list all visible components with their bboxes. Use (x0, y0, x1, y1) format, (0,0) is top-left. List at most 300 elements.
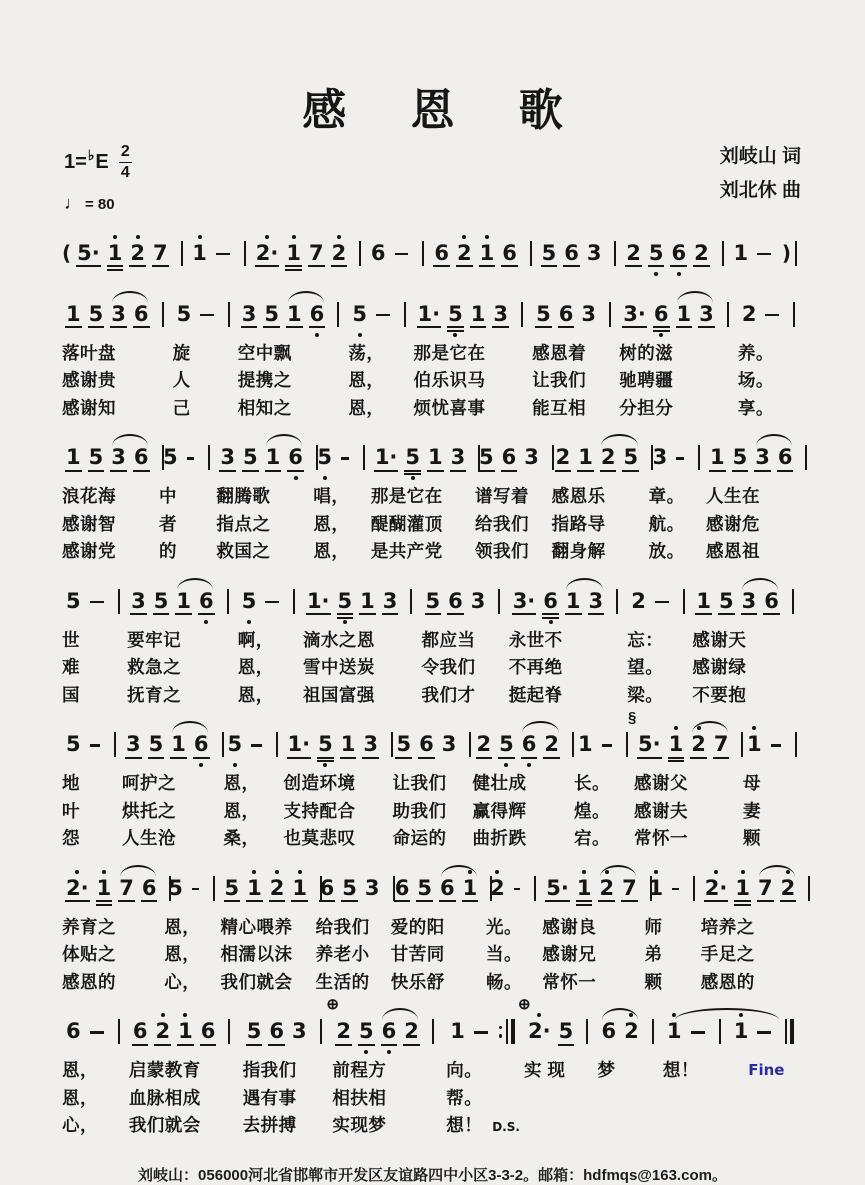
lyric-line: 恩， (62, 1087, 98, 1108)
beam-line (676, 326, 693, 328)
lyric-line: 感谢夫 (634, 800, 688, 821)
beam-line (382, 613, 399, 615)
beam-line (512, 613, 537, 615)
beam-line (170, 757, 187, 759)
lyric-line (524, 1112, 597, 1140)
lyric-line: 想！ D.S. (446, 1115, 520, 1136)
notation-row (392, 715, 472, 770)
notation-row (622, 224, 729, 279)
lyric-line: 相知之 (237, 397, 292, 418)
lyric-line: 恩， (348, 397, 385, 418)
measure (430, 224, 537, 279)
notation-row (538, 224, 623, 279)
note: 6 (431, 243, 452, 264)
beam-line (637, 757, 662, 759)
measure (62, 715, 122, 853)
composer-credit: 刘北休 曲 (719, 180, 801, 202)
note: 5 (620, 447, 641, 468)
note: 6 (519, 734, 540, 755)
lyric-line: 唱， (313, 486, 350, 507)
barline (360, 445, 365, 470)
note: 3 (291, 1019, 307, 1044)
note: 2 (596, 878, 617, 899)
notation-row (252, 224, 367, 279)
measure (663, 1002, 730, 1140)
beam-line (291, 900, 308, 902)
beam-line (543, 757, 560, 759)
note: 2 (474, 734, 495, 755)
note: 6 (198, 1021, 219, 1042)
duration-dash (248, 734, 264, 755)
lyric-line: 忘： (627, 629, 664, 650)
lyric-line: 感恩的 (62, 971, 116, 992)
lyric-line: 恩， (348, 370, 385, 391)
barline (527, 241, 532, 266)
notation-row (552, 428, 649, 483)
notation-row (188, 224, 251, 279)
notation-row (173, 285, 238, 340)
octave-dot-below (677, 272, 681, 276)
lyric-line: 那是它在 (413, 342, 486, 363)
beam-line (241, 326, 258, 328)
lyric-line: 让我们 (392, 773, 447, 794)
note: 5 (86, 304, 107, 325)
note: 1 (744, 734, 765, 755)
key-letter: E (95, 150, 109, 173)
octave-dot-below (247, 620, 251, 624)
lyric-line: 弟 (644, 944, 663, 965)
lyric-line: 地 (62, 773, 80, 794)
note: 1 (574, 878, 595, 899)
note: 1 (666, 734, 687, 755)
lyric-line: 甘苦同 (390, 944, 445, 965)
note: 6 (499, 447, 520, 468)
note: 6 (266, 1021, 287, 1042)
beam-line (306, 613, 331, 615)
octave-dot-above (75, 870, 79, 874)
notation-row (627, 572, 692, 627)
beam-line (625, 265, 642, 267)
lyric-line: 提携之 (237, 370, 292, 391)
barline (790, 302, 795, 327)
beam-line (622, 470, 639, 472)
credits (720, 140, 801, 208)
note: 2 (541, 734, 562, 755)
note: 5 (261, 304, 282, 325)
notation-row (663, 1002, 730, 1057)
beam-line (285, 269, 302, 271)
beam-line (492, 326, 509, 328)
beam-line (416, 900, 433, 902)
note: 6 (601, 1019, 617, 1044)
lyric-line: 令我们 (421, 657, 476, 678)
notation-row (367, 224, 430, 279)
lyric-line: 落叶盘 (62, 342, 116, 363)
notation-row (473, 715, 574, 770)
lyric-line: 命运的 (392, 828, 447, 849)
beam-line (285, 265, 302, 267)
key-prefix: 1= (64, 150, 87, 173)
measure (644, 859, 700, 997)
note: 2 (152, 1021, 173, 1042)
beam-line (447, 326, 464, 328)
notation-row (729, 224, 803, 279)
note: 2· (253, 243, 282, 264)
beam-line (621, 900, 638, 902)
beam-line (337, 613, 354, 615)
octave-dot-below (323, 476, 327, 480)
barline (495, 589, 500, 614)
measure (701, 859, 803, 997)
barline (724, 302, 729, 327)
measure (743, 715, 803, 853)
lyric-line: 是共产党 (370, 541, 443, 562)
note: 5 (222, 878, 243, 899)
notation-score (62, 224, 803, 1140)
measure (392, 715, 472, 853)
beam-line (600, 470, 617, 472)
barline (356, 241, 361, 266)
note: 5 (244, 1021, 265, 1042)
lyric-line: 创造环境 (283, 773, 356, 794)
octave-dot-below (549, 620, 553, 624)
duration-dash (262, 591, 282, 612)
beam-line (479, 265, 496, 267)
lyric-line: 驰聘疆 (619, 370, 674, 391)
measure (173, 285, 238, 423)
beam-line (754, 470, 771, 472)
octave-dot-above (485, 235, 489, 239)
notation-row (62, 572, 127, 627)
beam-line (542, 613, 559, 615)
slur-group (436, 875, 481, 900)
beam-line (133, 470, 150, 472)
note: 6 (445, 591, 466, 612)
note: 5 (168, 875, 183, 900)
note: 1 (284, 304, 305, 325)
note: 7 (116, 878, 137, 899)
beam-line (690, 757, 707, 759)
lyric-line: 感恩着 (532, 342, 587, 363)
measure (62, 572, 127, 710)
note: 5 (339, 878, 360, 899)
note: 1 (477, 243, 498, 264)
note: 1 (105, 243, 126, 264)
note: 5 (445, 304, 466, 325)
barline (802, 445, 807, 470)
lyric-line: 心， (62, 1115, 98, 1136)
beam-line (456, 265, 473, 267)
close-paren: ) (781, 241, 791, 266)
beam-line (246, 1044, 263, 1046)
octave-dot-above (654, 870, 658, 874)
lyric-line: 体贴之 (62, 944, 116, 965)
note: 5 (356, 1021, 377, 1042)
lyric-line: 恩， (313, 513, 350, 534)
barline (290, 589, 295, 614)
note: 5 (314, 447, 335, 468)
barline (419, 241, 424, 266)
notation-row (486, 859, 542, 914)
notation-row (303, 572, 422, 627)
measure (348, 285, 413, 423)
measure (391, 859, 486, 997)
notation-row (62, 428, 159, 483)
beam-line (175, 613, 192, 615)
beam-line (107, 265, 124, 267)
octave-dot-above (183, 1013, 187, 1017)
octave-dot-below (659, 333, 663, 337)
note: 6 (775, 447, 796, 468)
lyric-line: 当。 (485, 944, 522, 965)
note: 5 (414, 878, 435, 899)
notation-row (62, 285, 173, 340)
note: 2 (778, 878, 799, 899)
note: 3 (470, 588, 486, 613)
beam-line (269, 900, 286, 902)
beam-line (125, 757, 142, 759)
note: 6 (540, 591, 561, 612)
beam-line (780, 900, 797, 902)
measure (221, 859, 316, 997)
note: 5 (240, 447, 261, 468)
note: 5 (533, 304, 554, 325)
octave-dot-below (453, 333, 457, 337)
lyric-line: 感恩祖 (705, 541, 760, 562)
beam-line (268, 1044, 285, 1046)
note: 3 (586, 591, 607, 612)
beam-line (462, 900, 479, 902)
note: 6 (131, 304, 152, 325)
measure (252, 224, 367, 279)
octave-dot-below (204, 620, 208, 624)
notation-row (62, 715, 122, 770)
barline (241, 241, 246, 266)
lyric-line: 助我们 (392, 800, 447, 821)
slur-group (518, 734, 563, 755)
lyric-line: 望。 (627, 657, 664, 678)
lyric-line: 梦 (597, 1060, 616, 1081)
measure (216, 428, 313, 566)
measure (223, 715, 283, 853)
note: 1· (304, 591, 333, 612)
slur-group (262, 447, 307, 468)
beam-line (154, 1044, 171, 1046)
lyric-line: 相濡以沫 (220, 944, 293, 965)
note: 6 (131, 447, 152, 468)
note: 2 (329, 243, 350, 264)
duration-dash (754, 243, 774, 264)
octave-dot-below (387, 1050, 391, 1054)
measure (159, 428, 216, 566)
octave-dot-above (462, 235, 466, 239)
tie-group (663, 1021, 710, 1042)
notation-row (371, 428, 475, 483)
beam-line (96, 904, 113, 906)
note: 2 (267, 878, 288, 899)
notation-row (644, 859, 700, 914)
lyric-line: 煌。 (573, 800, 610, 821)
measure (532, 285, 619, 423)
measure (729, 224, 803, 279)
measure (313, 428, 370, 566)
lyric-line: 恩， (313, 541, 350, 562)
beam-line (501, 470, 518, 472)
note: 5 (176, 301, 192, 326)
octave-dot-above (102, 870, 106, 874)
beam-line (132, 1044, 149, 1046)
lyric-line: 赢得辉 (472, 800, 527, 821)
note: 3 (448, 447, 469, 468)
beam-line (359, 613, 376, 615)
lyric-line: 旋 (172, 342, 191, 363)
measure (649, 428, 706, 566)
octave-dot-above (161, 1013, 165, 1017)
lyric-line: 翻身解 (551, 541, 606, 562)
note: 1· (285, 734, 314, 755)
beam-line (198, 613, 215, 615)
beam-line (670, 265, 687, 267)
beam-line (577, 470, 594, 472)
notation-system (62, 285, 803, 423)
note: 3· (510, 591, 539, 612)
lyric-line: 快乐舒 (390, 971, 445, 992)
beam-line (335, 1044, 352, 1046)
lyric-line: 荡， (348, 342, 385, 363)
octave-dot-above (292, 235, 296, 239)
notation-system (62, 709, 803, 853)
lyric-line: 感谢良 (542, 916, 597, 937)
note: 5 (496, 734, 517, 755)
lyric-line: 醍醐灌顶 (370, 513, 443, 534)
notation-row (649, 428, 706, 483)
beam-line (153, 613, 170, 615)
barline (680, 589, 685, 614)
lyric-line: 帮。 (446, 1087, 483, 1108)
note: 1 (707, 447, 728, 468)
barline (518, 302, 523, 327)
note: 6 (196, 591, 217, 612)
notation-row (391, 859, 486, 914)
duration-dash (197, 304, 217, 325)
barline (606, 302, 611, 327)
barline (805, 876, 810, 901)
measure (371, 428, 475, 566)
beam-line (88, 470, 105, 472)
note: 1 (168, 734, 189, 755)
lyric-line: 实现梦 (332, 1115, 387, 1136)
beam-line (545, 900, 570, 902)
beam-line (734, 904, 751, 906)
lyric-line: 祖国富强 (302, 684, 375, 705)
beam-line (535, 326, 552, 328)
lyric-line (663, 1112, 730, 1140)
notation-row (518, 996, 597, 1057)
beam-line (757, 900, 774, 902)
lyric-line: 养老小 (315, 944, 370, 965)
beam-line (242, 470, 259, 472)
octave-dot-below (527, 763, 531, 767)
beam-line (331, 265, 348, 267)
octave-dot-below (323, 763, 327, 767)
measure (238, 285, 349, 423)
lyric-line: 怨 (62, 828, 80, 849)
lyric-line: 浪花海 (62, 486, 116, 507)
notation-row (238, 572, 303, 627)
notation-row (62, 1002, 129, 1057)
note: 5· (635, 734, 664, 755)
beam-line (450, 470, 467, 472)
beam-line (110, 470, 127, 472)
note: 2· (702, 878, 731, 899)
lyric-line: 去拼搏 (242, 1115, 297, 1136)
beam-line (598, 900, 615, 902)
lyric-line: 曲折跌 (472, 828, 527, 849)
coda-icon: ⊕ (518, 996, 531, 1014)
note: 6 (416, 734, 437, 755)
beam-line (653, 330, 670, 332)
note: 2 (631, 588, 646, 613)
lyric-line: 感谢贵 (62, 370, 116, 391)
measure (627, 572, 692, 710)
measure (164, 859, 220, 997)
lyric-line: 颗 (644, 971, 663, 992)
notation-row (597, 1002, 662, 1057)
lyric-line: 国 (62, 684, 80, 705)
lyric-line: 感谢党 (62, 541, 116, 562)
octave-dot-above (739, 1013, 743, 1017)
lyric-line: 不要抱 (692, 684, 747, 705)
lyric-line: 健壮成 (472, 773, 527, 794)
lyric-line: 遇有事 (242, 1087, 297, 1108)
note: 1 (338, 734, 359, 755)
lyric-line: 恩， (237, 684, 274, 705)
lyric-line: 让我们 (532, 370, 587, 391)
lyric-line: 我们才 (421, 684, 476, 705)
note: 1 (645, 878, 666, 899)
beam-line (541, 265, 558, 267)
barline (115, 1019, 120, 1044)
duration-dash (688, 1021, 708, 1042)
lyric-line (730, 1112, 803, 1140)
lyric-line: 滴水之恩 (302, 629, 375, 650)
lyric-line: 给我们 (315, 916, 370, 937)
coda-icon: ⊕ (326, 996, 339, 1014)
note: 1· (372, 447, 401, 468)
measure (475, 428, 552, 566)
slur-group (687, 734, 732, 755)
note: 6 (556, 304, 577, 325)
meter-numerator: 2 (120, 143, 130, 160)
note: 2 (688, 734, 709, 755)
lyric-line: 啊， (237, 629, 274, 650)
beam-line (777, 470, 794, 472)
octave-dot-above (495, 870, 499, 874)
lyric-line: 养。 (737, 342, 774, 363)
note: 1 (731, 1021, 752, 1042)
measure (622, 224, 729, 279)
lyric-line: 感恩乐 (551, 486, 606, 507)
lyric-line: 向。 (446, 1060, 483, 1081)
notation-row (129, 1002, 243, 1057)
measure (738, 285, 803, 423)
note: 7 (711, 734, 732, 755)
note: 6 (307, 304, 328, 325)
octave-dot-above (198, 235, 202, 239)
beam-line (417, 326, 442, 328)
beam-line (374, 470, 399, 472)
octave-dot-above (741, 870, 745, 874)
